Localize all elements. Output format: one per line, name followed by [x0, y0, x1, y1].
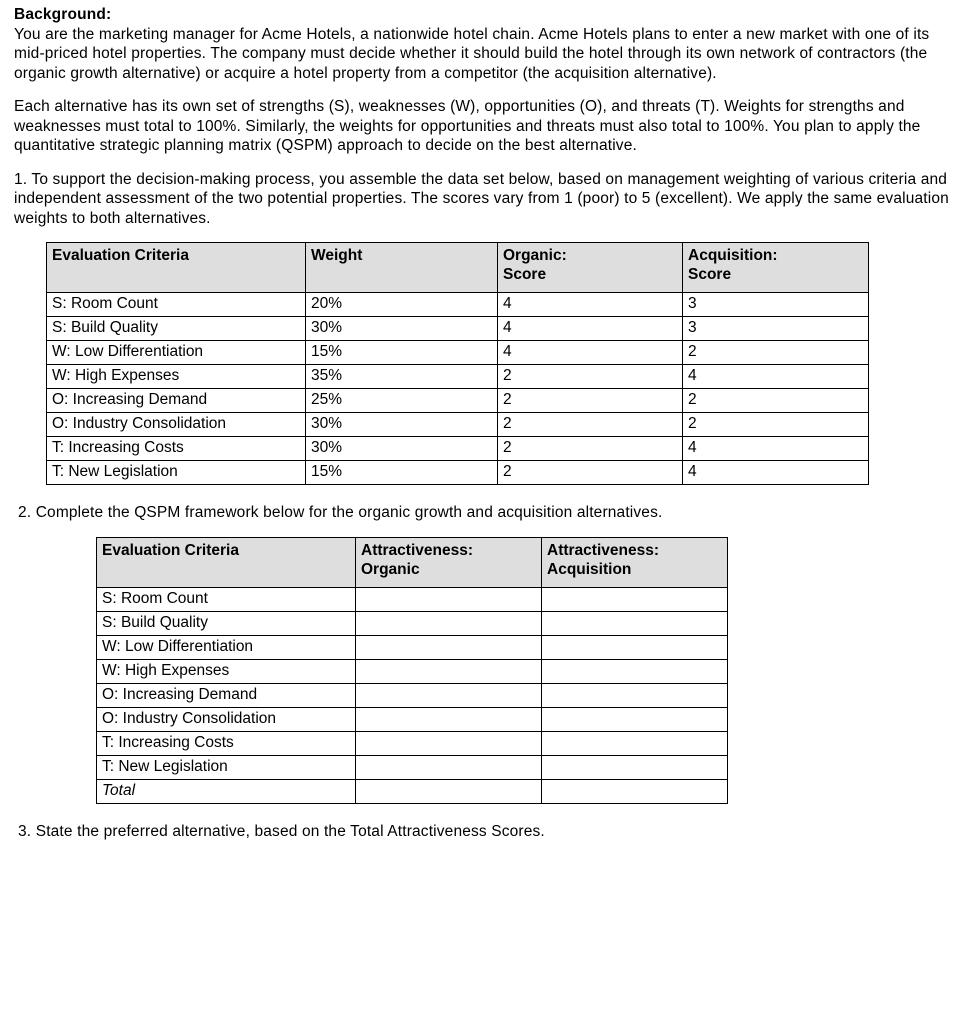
scores-cell-weight: 25% [306, 389, 498, 413]
scores-cell-acquisition: 3 [683, 293, 869, 317]
table-row [47, 317, 869, 341]
scores-cell-acquisition: 4 [683, 365, 869, 389]
qspm-cell-criteria: W: High Expenses [97, 659, 356, 683]
qspm-total-label: Total [97, 779, 356, 803]
qspm-header-organic [356, 537, 542, 587]
scores-cell-criteria: O: Increasing Demand [47, 389, 306, 413]
table-row [97, 587, 728, 611]
scores-cell-criteria: T: Increasing Costs [47, 437, 306, 461]
qspm-input-organic[interactable] [356, 683, 542, 707]
table-row [97, 755, 728, 779]
qspm-header-organic-line1: Attractiveness: [361, 541, 473, 559]
qspm-table-head [97, 537, 728, 587]
table-row [47, 341, 869, 365]
scores-cell-criteria: W: Low Differentiation [47, 341, 306, 365]
scores-cell-acquisition: 2 [683, 413, 869, 437]
table-2-spacer [0, 523, 968, 537]
qspm-header-organic-line2: Organic [361, 560, 420, 578]
scores-header-acquisition-line2: Score [688, 266, 732, 283]
scores-cell-acquisition: 2 [683, 341, 869, 365]
scores-cell-weight: 30% [306, 437, 498, 461]
scores-cell-organic: 2 [498, 437, 683, 461]
question-3-spacer [0, 804, 968, 822]
qspm-input-organic[interactable] [356, 731, 542, 755]
scores-cell-organic: 2 [498, 413, 683, 437]
scores-cell-organic: 2 [498, 461, 683, 485]
scores-cell-criteria: S: Room Count [47, 293, 306, 317]
scores-cell-acquisition: 4 [683, 437, 869, 461]
scores-cell-criteria: W: High Expenses [47, 365, 306, 389]
table-row [47, 461, 869, 485]
scores-header-organic-line2: Score [503, 266, 547, 283]
scores-table-wrapper [0, 242, 968, 485]
question-1-text: 1. To support the decision-making process, you assemble the data set below, based on management weighting of various criteria and independent assessment of the two potential properties. The scores vary from 1 (poor) to 5 (excellent). We apply the same evaluation weights to both alternatives. [14, 170, 949, 227]
scores-header-row [47, 243, 869, 293]
qspm-framework-table [96, 537, 728, 804]
table-1-spacer [0, 228, 968, 242]
background-paragraph: You are the marketing manager for Acme Hotels, a nationwide hotel chain. Acme Hotels plans to enter a new market with one of its mid-priced hotel properties. The company must decide whether it should build the hotel through its own network of contractors (the organic growth alternative) or acquire a hotel property from a competitor (the acquisition alternative). [14, 25, 930, 82]
qspm-header-acquisition-line2: Acquisition [547, 560, 632, 578]
scores-cell-weight: 35% [306, 365, 498, 389]
qspm-header-acquisition [542, 537, 728, 587]
scores-header-acquisition [683, 243, 869, 293]
table-row [47, 413, 869, 437]
scores-table-head [47, 243, 869, 293]
qspm-total-row [97, 779, 728, 803]
evaluation-scores-table [46, 242, 869, 485]
qspm-input-acquisition[interactable] [542, 587, 728, 611]
table-row [97, 635, 728, 659]
scores-table-body [47, 293, 869, 485]
qspm-input-organic[interactable] [356, 755, 542, 779]
qspm-table-body [97, 587, 728, 803]
paragraph-spacer-1 [0, 83, 968, 97]
scores-cell-organic: 2 [498, 365, 683, 389]
table-row [97, 731, 728, 755]
qspm-total-organic[interactable] [356, 779, 542, 803]
qspm-header-row [97, 537, 728, 587]
scores-cell-organic: 4 [498, 293, 683, 317]
qspm-input-acquisition[interactable] [542, 731, 728, 755]
qspm-cell-criteria: W: Low Differentiation [97, 635, 356, 659]
scores-header-criteria [47, 243, 306, 293]
qspm-input-organic[interactable] [356, 659, 542, 683]
scores-header-criteria-line1: Evaluation Criteria [52, 247, 189, 264]
qspm-input-acquisition[interactable] [542, 683, 728, 707]
qspm-cell-criteria: S: Room Count [97, 587, 356, 611]
scores-cell-weight: 30% [306, 317, 498, 341]
qspm-cell-criteria: O: Increasing Demand [97, 683, 356, 707]
scores-cell-acquisition: 2 [683, 389, 869, 413]
scores-cell-criteria: T: New Legislation [47, 461, 306, 485]
qspm-input-acquisition[interactable] [542, 611, 728, 635]
qspm-input-organic[interactable] [356, 707, 542, 731]
scores-cell-organic: 2 [498, 389, 683, 413]
qspm-input-organic[interactable] [356, 587, 542, 611]
qspm-cell-criteria: T: Increasing Costs [97, 731, 356, 755]
qspm-header-acquisition-line1: Attractiveness: [547, 541, 659, 559]
qspm-header-criteria-line1: Evaluation Criteria [102, 541, 239, 559]
table-row [47, 437, 869, 461]
scores-cell-organic: 4 [498, 341, 683, 365]
table-row [97, 707, 728, 731]
scores-cell-weight: 15% [306, 461, 498, 485]
qspm-input-acquisition[interactable] [542, 707, 728, 731]
table-row [47, 389, 869, 413]
qspm-input-acquisition[interactable] [542, 659, 728, 683]
table-row [97, 611, 728, 635]
table-row [47, 365, 869, 389]
scores-cell-weight: 15% [306, 341, 498, 365]
scores-cell-weight: 30% [306, 413, 498, 437]
qspm-input-acquisition[interactable] [542, 755, 728, 779]
paragraph-spacer-2 [0, 156, 968, 170]
table-row [97, 683, 728, 707]
scores-cell-organic: 4 [498, 317, 683, 341]
question-3-text: 3. State the preferred alternative, based on the Total Attractiveness Scores. [18, 822, 545, 840]
scores-cell-criteria: S: Build Quality [47, 317, 306, 341]
background-heading: Background: [14, 6, 112, 23]
table-row [47, 293, 869, 317]
scores-cell-acquisition: 4 [683, 461, 869, 485]
qspm-cell-criteria: T: New Legislation [97, 755, 356, 779]
qspm-cell-criteria: S: Build Quality [97, 611, 356, 635]
qspm-header-criteria [97, 537, 356, 587]
qspm-input-organic[interactable] [356, 611, 542, 635]
scores-header-organic-line1: Organic: [503, 247, 567, 264]
table-row [97, 659, 728, 683]
qspm-input-organic[interactable] [356, 635, 542, 659]
alternatives-paragraph: Each alternative has its own set of strengths (S), weaknesses (W), opportunities (O), and threats (T). Weights for strengths and weaknesses must total to 100%. Similarly, the weights for opportunities and threats must also total to 100%. You plan to apply the quantitative strategic planning matrix (QSPM) approach to decide on the best alternative. [14, 98, 921, 154]
qspm-table-wrapper [0, 537, 968, 804]
question-2-spacer [0, 485, 968, 503]
qspm-total-acquisition[interactable] [542, 779, 728, 803]
scores-cell-criteria: O: Industry Consolidation [47, 413, 306, 437]
question-2-text: 2. Complete the QSPM framework below for the organic growth and acquisition alternatives. [18, 504, 663, 521]
scores-header-organic [498, 243, 683, 293]
qspm-input-acquisition[interactable] [542, 635, 728, 659]
qspm-cell-criteria: O: Industry Consolidation [97, 707, 356, 731]
scores-cell-weight: 20% [306, 293, 498, 317]
scores-header-weight [306, 243, 498, 293]
scores-cell-acquisition: 3 [683, 317, 869, 341]
scores-header-acquisition-line1: Acquisition: [688, 247, 778, 264]
scores-header-weight-line1: Weight [311, 247, 363, 264]
